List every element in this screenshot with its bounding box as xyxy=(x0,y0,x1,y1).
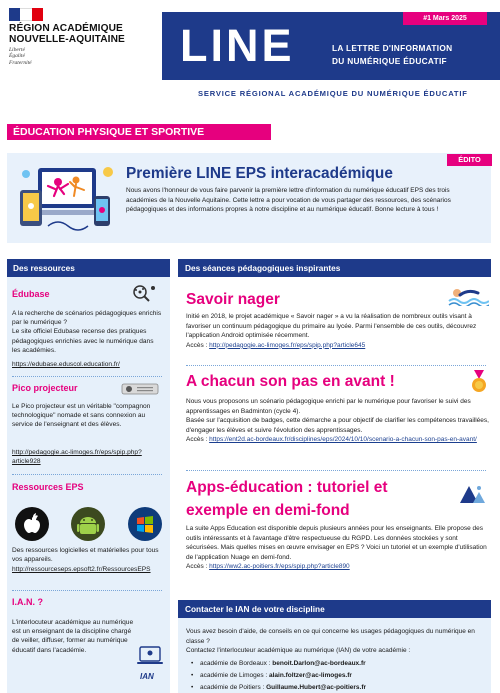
pico-title: Pico projecteur xyxy=(12,383,78,393)
ressources-eps-title: Ressources EPS xyxy=(12,482,84,492)
savoir-nager-link[interactable]: http://pedagogie.ac-limoges.fr/eps/spip.php?article645 xyxy=(209,341,366,349)
android-icon xyxy=(70,506,106,542)
contact-ian-heading: Contacter le IAN de votre discipline xyxy=(178,600,491,618)
newsletter-title: LINE xyxy=(180,20,295,71)
email-poitiers[interactable]: Guillaume.Hubert@ac-poitiers.fr xyxy=(266,684,367,691)
contact-ian-text: Vous avez besoin d'aide, de conseils en ce qui concerne les usages pédagogiques du numérique en classe ? Contactez l'interlocuteur académique au numérique (IAN) de votre académie : xyxy=(186,628,475,655)
contact-poitiers: • académie de Poitiers : Guillaume.Hubert@ac-poitiers.fr xyxy=(200,683,366,692)
republique-flag-icon xyxy=(9,8,43,21)
apps-education-icon xyxy=(457,483,487,505)
sport-devices-illustration xyxy=(18,160,118,238)
contact-limoges: • académie de Limoges : alain.foltzer@ac-limoges.fr xyxy=(200,671,352,680)
divider xyxy=(186,365,486,366)
divider xyxy=(12,474,162,475)
resources-heading: Des ressources xyxy=(7,259,170,277)
ian-logo-text: IAN xyxy=(140,672,154,681)
service-name: SERVICE RÉGIONAL ACADÉMIQUE DU NUMÉRIQUE ÉDUCATIF xyxy=(198,89,468,98)
region-name: RÉGION ACADÉMIQUE NOUVELLE-AQUITAINE xyxy=(9,23,125,45)
divider xyxy=(12,590,162,591)
email-limoges[interactable]: alain.foltzer@ac-limoges.fr xyxy=(269,672,352,679)
divider xyxy=(186,470,486,471)
section-banner: ÉDUCATION PHYSIQUE ET SPORTIVE xyxy=(7,124,271,140)
apps-education-text: La suite Apps Education est disponible depuis plusieurs années pour les enseignants. Elle propose des outils intéressants et à l'avantage d'être respectueuse du RGPD. Les données stockées y sont sécurisées. Mais quelles mises en œuvre envisager en EPS ? Voici un tutoriel et un exemple d'utilisation de l'application Nuage en demi-fond. Accès : https://ww2.ac-poitiers.fr/eps/spip.php?article890 xyxy=(186,525,487,571)
chacun-pas-text: Nous vous proposons un scénario pédagogique enrichi par le numérique pour favoriser le suivi des apprentissages en Badminton (cycle 4). Basée sur l'acquisition de badges, cette démarche a pour objectif de clarifier les compétences travaillées, d'engager les élèves et suivre l'évolution des apprentissages. Accès : https://ent2d.ac-bordeaux.fr/disciplines/eps/2024/10/10/scenario-a-chacun-son-pas-en-avant/ xyxy=(186,398,489,444)
divider xyxy=(12,376,162,377)
ian-laptop-icon xyxy=(135,645,165,671)
swimmer-icon xyxy=(447,284,489,306)
edito-badge: ÉDITO xyxy=(447,154,492,166)
pico-text: Le Pico projecteur est un véritable "compagnon technologique" nomade et sans connexion au service de l'enseignant et des élèves. xyxy=(12,403,151,429)
newsletter-subtitle: LA LETTRE D'INFORMATION DU NUMÉRIQUE ÉDUCATIF xyxy=(332,43,453,66)
apple-icon xyxy=(14,506,50,542)
edito-text: Nous avons l'honneur de vous faire parvenir la première lettre d'information du numérique éducatif EPS des trois académies de la Nouvelle Aquitaine. Cette lettre a pour vocation de vous partager des ressources, des scénarios pédagogiques et des informations propres à notre discipline et au numérique éducatif. Bonne lecture à tous ! xyxy=(126,187,451,214)
issue-badge: #1 Mars 2025 xyxy=(403,12,487,25)
medal-badge-icon xyxy=(470,370,488,394)
savoir-nager-text: Initié en 2018, le projet académique « Savoir nager » a vu la réalisation de nombreux outils visant à favoriser un continuum pédagogique du primaire au lycée. Parmi l'ensemble de ces outils, découvrez l'application Android optimisée récemment. Accès : http://pedagogie.ac-limoges.fr/eps/spip.php?article645 xyxy=(186,313,477,349)
republic-motto: Liberté Égalité Fraternité xyxy=(9,47,32,66)
apps-education-link[interactable]: https://ww2.ac-poitiers.fr/eps/spip.php?article890 xyxy=(209,563,350,571)
ian-text: L'interlocuteur académique au numérique est un enseignant de la discipline chargé de veiller, diffuser, former au numérique éducatif dans l'académie. xyxy=(12,619,134,654)
edubase-title: Édubase xyxy=(12,289,50,299)
email-bordeaux[interactable]: benoit.Darlon@ac-bordeaux.fr xyxy=(272,660,366,667)
seances-heading: Des séances pédagogiques inspirantes xyxy=(178,259,491,277)
savoir-nager-title: Savoir nager xyxy=(186,291,280,308)
apps-education-title: Apps-éducation : tutoriel et exemple en demi-fond xyxy=(186,479,388,519)
pico-link[interactable]: http://pedagogie.ac-limoges.fr/eps/spip.php?article928 xyxy=(12,449,142,466)
edubase-text: A la recherche de scénarios pédagogiques enrichis par le numérique ? Le site officiel Edubase recense des pratiques pédagogiques enrichies avec le numérique dans les académies. xyxy=(12,310,162,354)
edito-title: Première LINE EPS interacadémique xyxy=(126,165,393,182)
windows-icon xyxy=(127,506,163,542)
contact-bordeaux: • académie de Bordeaux : benoit.Darlon@ac-bordeaux.fr xyxy=(200,659,366,668)
ressources-eps-link[interactable]: http://ressourceseps.epsoft2.fr/RessourcesEPS xyxy=(12,566,151,573)
ian-question-title: I.A.N. ? xyxy=(12,597,43,607)
chacun-pas-title: A chacun son pas en avant ! xyxy=(186,373,395,390)
edubase-link[interactable]: https://edubase.eduscol.education.fr/ xyxy=(12,361,120,368)
chacun-pas-link[interactable]: https://ent2d.ac-bordeaux.fr/disciplines/eps/2024/10/10/scenario-a-chacun-son-pas-en-avant/ xyxy=(209,436,477,444)
network-search-icon xyxy=(131,283,157,303)
ressources-eps-text: Des ressources logicielles et matérielles pour tous vos appareils. xyxy=(12,547,159,564)
projector-icon xyxy=(121,382,159,396)
